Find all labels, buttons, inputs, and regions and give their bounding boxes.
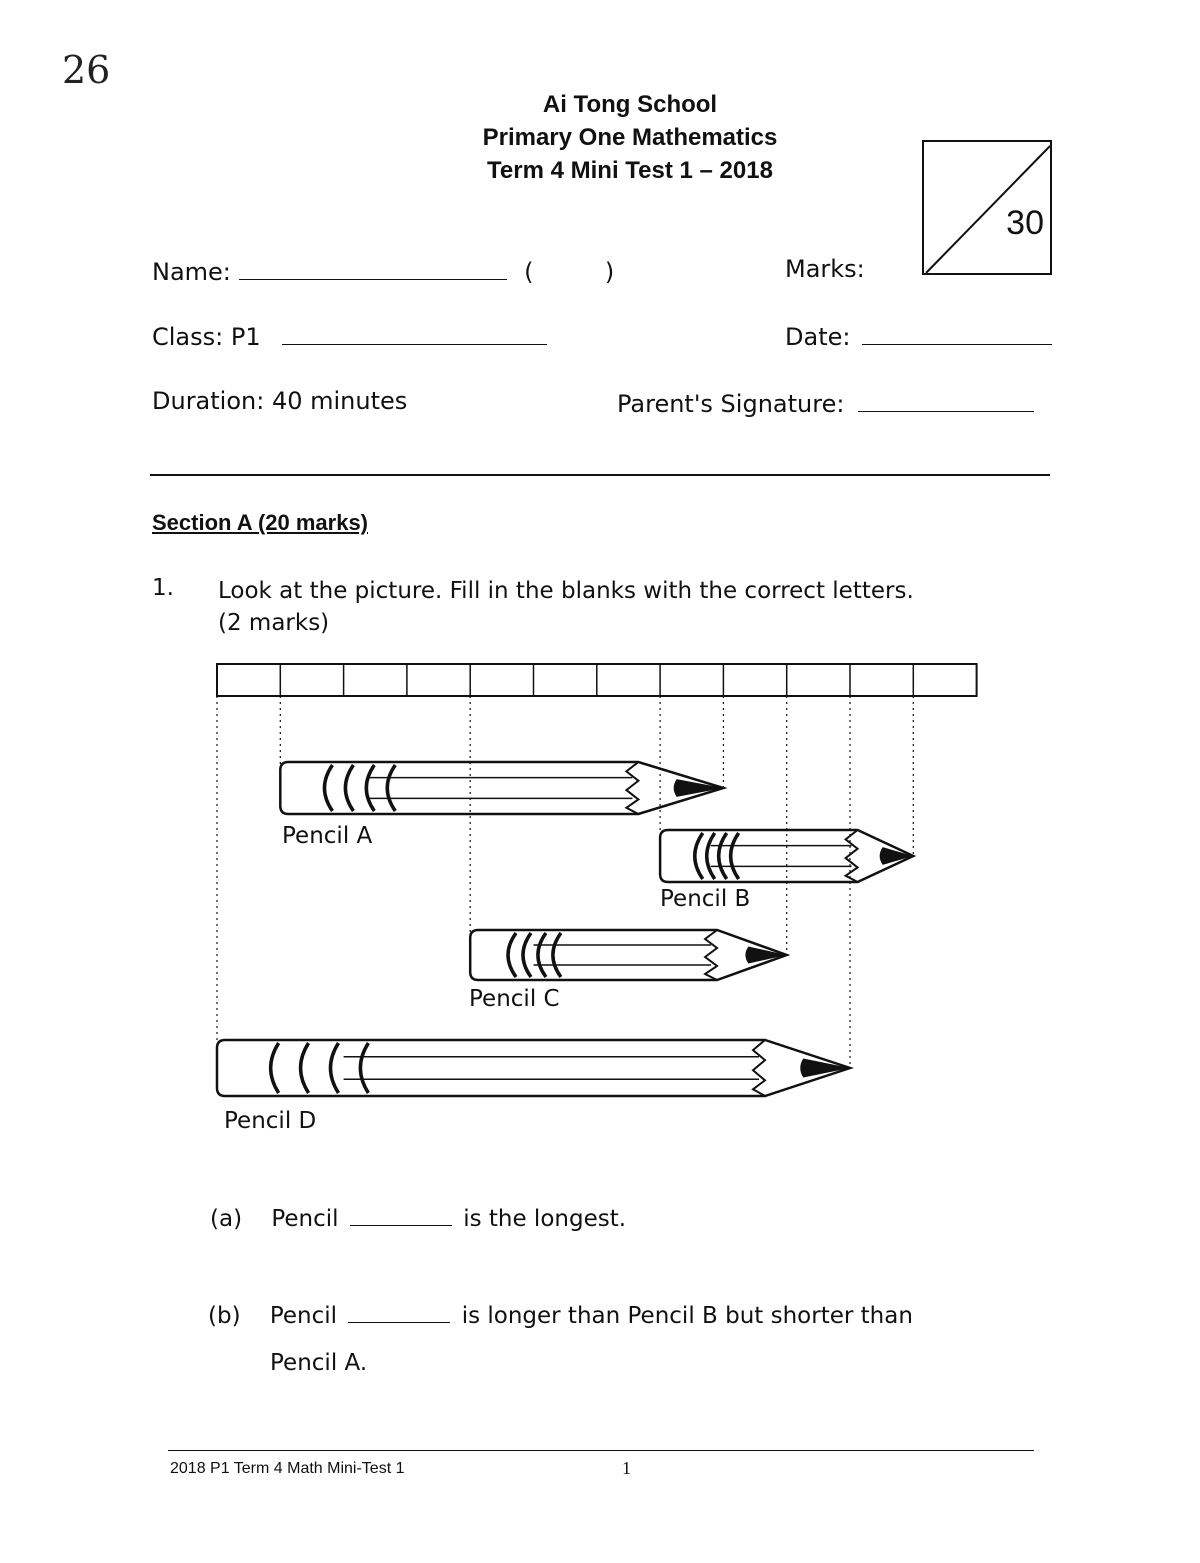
part-a-letter: (a) [210, 1206, 243, 1232]
question-instruction: Look at the picture. Fill in the blanks with the correct letters. [218, 578, 914, 604]
pencil-d-label: Pencil D [224, 1108, 317, 1134]
part-b-letter: (b) [208, 1303, 241, 1329]
register-open-paren: ( [524, 258, 534, 286]
pencil-c-label: Pencil C [469, 986, 560, 1012]
page-number: 1 [622, 1458, 631, 1478]
part-a-after: is the longest. [463, 1206, 627, 1232]
part-a-before: Pencil [271, 1206, 339, 1232]
subject-title: Primary One Mathematics [482, 124, 778, 151]
class-label: Class: P1 [152, 323, 261, 351]
question-number: 1. [152, 575, 174, 601]
signature-label: Parent's Signature: [617, 390, 845, 418]
handwritten-page-number: 26 [62, 48, 111, 92]
part-b-continuation: Pencil A. [270, 1350, 368, 1376]
test-title: Term 4 Mini Test 1 – 2018 [487, 157, 773, 184]
footer-text: 2018 P1 Term 4 Math Mini-Test 1 [170, 1460, 405, 1477]
total-marks: 30 [1006, 204, 1044, 242]
date-label: Date: [785, 323, 851, 351]
marks-label: Marks: [785, 255, 865, 283]
name-label: Name: [152, 258, 231, 286]
pencil-b-label: Pencil B [660, 886, 751, 912]
part-b-answer-blank[interactable] [348, 1300, 450, 1323]
part-a-answer-blank[interactable] [350, 1203, 452, 1226]
school-name: Ai Tong School [542, 91, 718, 118]
footer-divider [168, 1450, 1034, 1451]
part-b-after: is longer than Pencil B but shorter than [461, 1303, 913, 1329]
duration-label: Duration: 40 minutes [152, 387, 408, 415]
pencil-a-label: Pencil A [282, 823, 373, 849]
register-close-paren: ) [604, 258, 615, 286]
pencil-c-body [470, 930, 787, 980]
part-b-before: Pencil [269, 1303, 338, 1329]
part-b [208, 1300, 913, 1329]
question-marks: (2 marks) [218, 610, 330, 636]
section-title: Section A (20 marks) [152, 510, 369, 535]
part-a [210, 1203, 626, 1232]
